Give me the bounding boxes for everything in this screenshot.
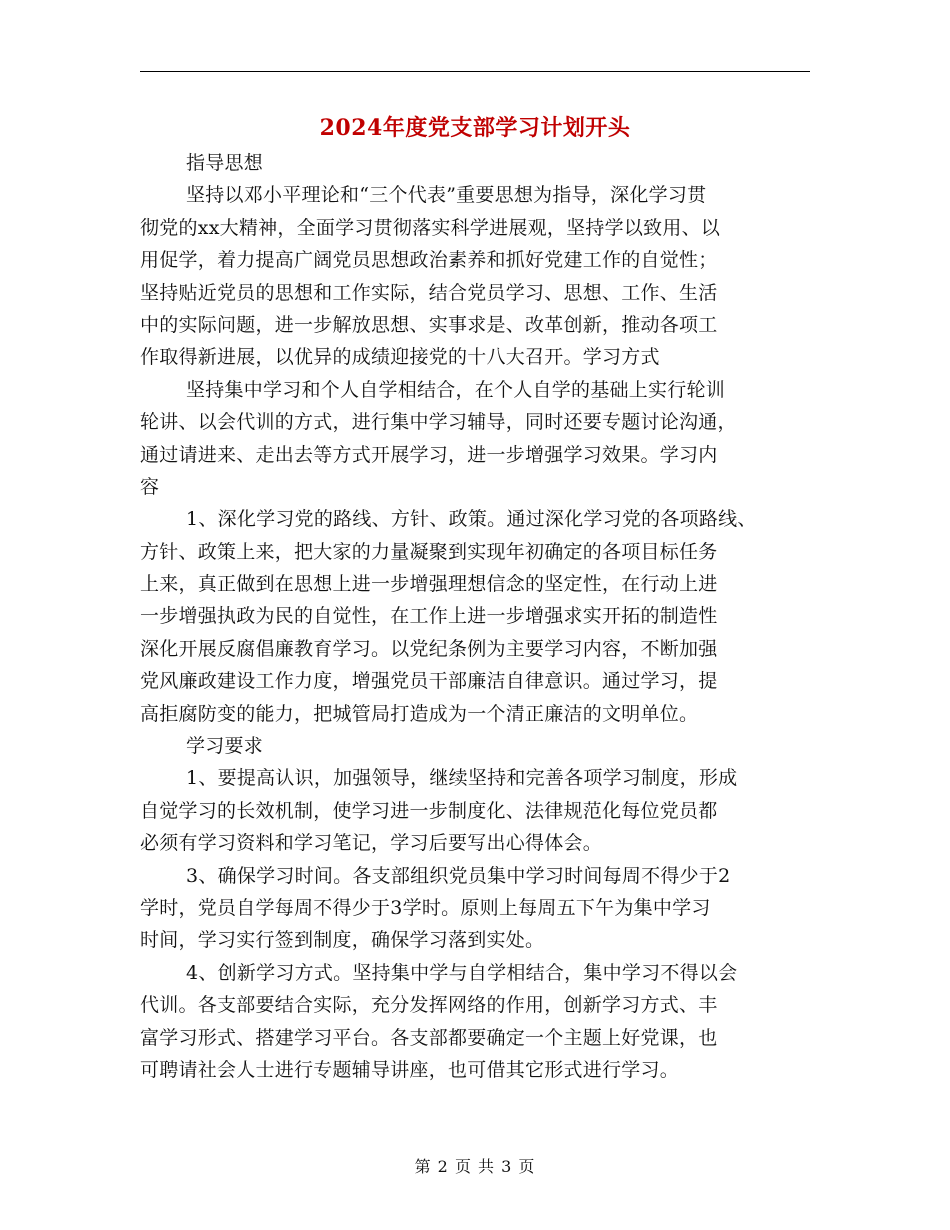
paragraph-line: 深化开展反腐倡廉教育学习。以党纪条例为主要学习内容，不断加强 [140,637,718,660]
paragraph-line: 一步增强执政为民的自觉性，在工作上进一步增强求实开拓的制造性 [140,605,718,628]
paragraph-line: 上来，真正做到在思想上进一步增强理想信念的坚定性，在行动上进 [140,573,718,596]
paragraph-line: 容 [140,475,160,498]
page-number: 第 2 页 共 3 页 [414,1157,536,1176]
paragraph-line: 方针、政策上来，把大家的力量凝聚到实现年初确定的各项目标任务 [140,540,718,563]
paragraph-line: 自觉学习的长效机制，使学习进一步制度化、法律规范化每位党员都 [140,799,718,822]
paragraph-line: 轮讲、以会代训的方式，进行集中学习辅导，同时还要专题讨论沟通， [140,411,737,434]
paragraph-line: 可聘请社会人士进行专题辅导讲座，也可借其它形式进行学习。 [140,1058,680,1081]
document-body [140,147,820,1086]
paragraph-line: 彻党的xx大精神，全面学习贯彻落实科学进展观，坚持学以致用、以 [140,216,721,239]
paragraph-line: 必须有学习资料和学习笔记，学习后要写出心得体会。 [140,832,603,855]
paragraph-line: 代训。各支部要结合实际，充分发挥网络的作用，创新学习方式、丰 [140,994,718,1017]
paragraph-line: 富学习形式、搭建学习平台。各支部都要确定一个主题上好党课，也 [140,1026,718,1049]
paragraph-line: 党风廉政建设工作力度，增强党员干部廉洁自律意识。通过学习，提 [140,670,718,693]
section-heading-study-requirements: 学习要求 [186,735,264,758]
paragraph-line: 学时，党员自学每周不得少于3学时。原则上每周五下午为集中学习 [140,896,711,919]
paragraph-line: 通过请进来、走出去等方式开展学习，进一步增强学习效果。学习内 [140,443,718,466]
paragraph-line: 高拒腐防变的能力，把城管局打造成为一个清正廉洁的文明单位。 [140,702,699,725]
header-rule [140,71,810,72]
paragraph-line: 用促学，着力提高广阔党员思想政治素养和抓好党建工作的自觉性； [140,249,718,272]
paragraph-line: 中的实际问题，进一步解放思想、实事求是、改革创新，推动各项工 [140,313,718,336]
paragraph-line: 坚持集中学习和个人自学相结合，在个人自学的基础上实行轮训 [186,378,726,401]
paragraph-line: 3、确保学习时间。各支部组织党员集中学习时间每周不得少于2 [186,864,731,887]
paragraph-line: 作取得新进展，以优异的成绩迎接党的十八大召开。学习方式 [140,346,660,369]
paragraph-line: 4、创新学习方式。坚持集中学与自学相结合，集中学习不得以会 [186,961,738,984]
paragraph-line: 坚持贴近党员的思想和工作实际，结合党员学习、思想、工作、生活 [140,281,718,304]
section-heading-guiding-thought: 指导思想 [186,152,264,174]
paragraph-line: 坚持以邓小平理论和“三个代表”重要思想为指导，深化学习贯 [186,184,707,207]
paragraph-line: 时间，学习实行签到制度，确保学习落到实处。 [140,929,545,952]
paragraph-line: 1、要提高认识，加强领导，继续坚持和完善各项学习制度，形成 [186,767,738,790]
paragraph-line: 1、深化学习党的路线、方针、政策。通过深化学习党的各项路线、 [186,508,757,531]
document-title: 2024年度党支部学习计划开头 [319,115,631,141]
